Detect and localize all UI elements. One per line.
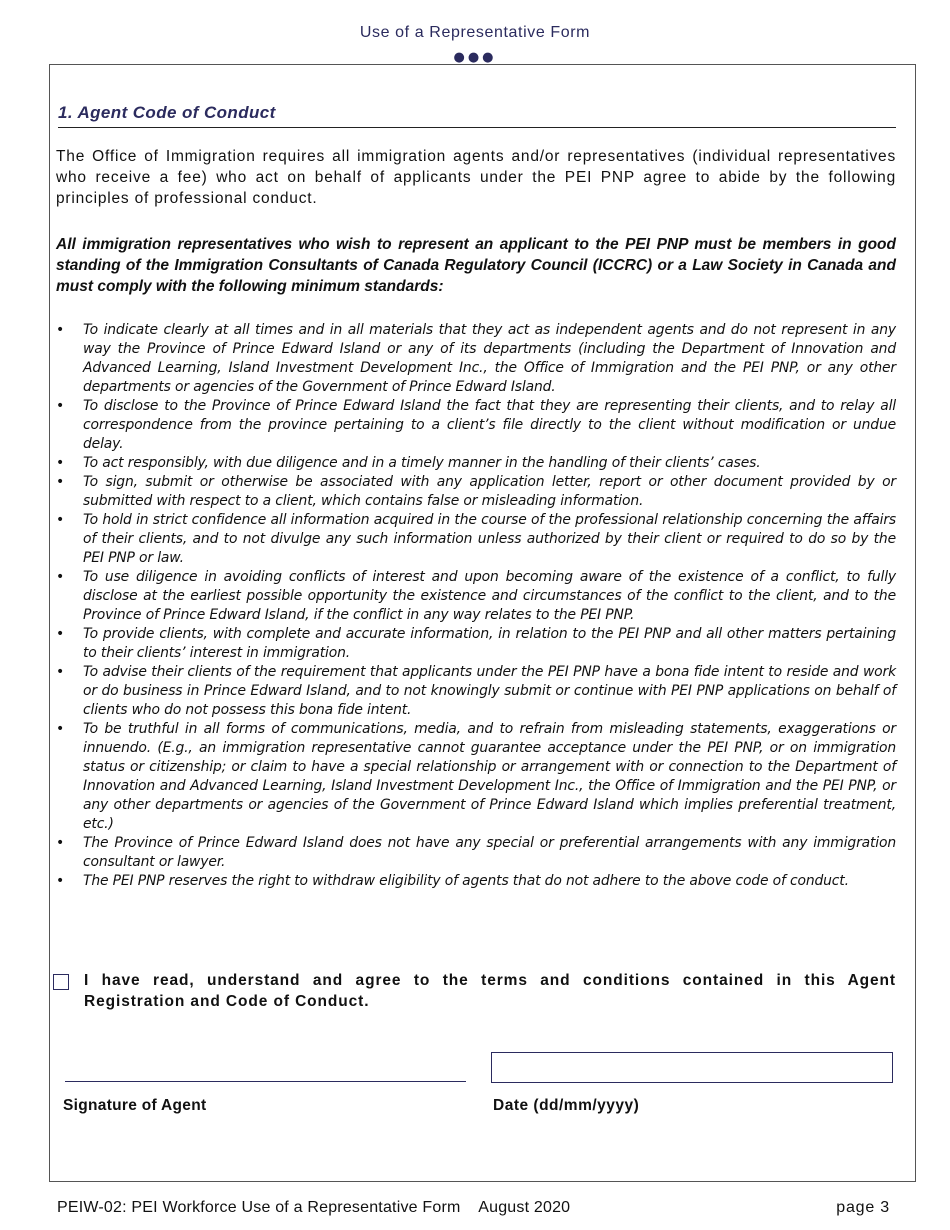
- agreement-checkbox[interactable]: [53, 974, 69, 990]
- signature-label: Signature of Agent: [63, 1097, 207, 1114]
- list-item-text: The PEI PNP reserves the right to withdraw eligibility of agents that do not adhere to the above code of conduct.: [83, 873, 849, 889]
- list-item: [56, 872, 896, 891]
- list-item: [56, 321, 896, 397]
- requirements-statement: All immigration representatives who wish to represent an applicant to the PEI PNP must be members in good standing of the Immigration Consultants of Canada Regulatory Council (ICCRC) or a Law Society in Canada and must comply with the following minimum standards:: [56, 236, 896, 295]
- bullet-icon: •: [56, 512, 65, 528]
- footer-form-name: PEIW-02: PEI Workforce Use of a Representative Form: [57, 1199, 461, 1216]
- header-dots-ornament: ●●●: [453, 50, 497, 65]
- list-item: [56, 834, 896, 872]
- bullet-icon: •: [56, 474, 65, 490]
- form-header-title: Use of a Representative Form: [359, 24, 591, 41]
- bullet-icon: •: [56, 322, 65, 338]
- bullet-icon: •: [56, 569, 65, 585]
- list-item-text: To hold in strict confidence all information acquired in the course of the professional relationship concerning the affairs of their clients, and to not divulge any such information unless authorized by their client or required to do so by the PEI PNP or law.: [83, 512, 896, 566]
- list-item: [56, 568, 896, 625]
- footer-date: August 2020: [478, 1199, 571, 1216]
- list-item-text: To use diligence in avoiding conflicts of interest and upon becoming aware of the existence of a conflict, to fully disclose at the earliest possible opportunity the existence and circumstances of the conflict to the client, and to the Province of Prince Edward Island, if the conflict in any way relates to the PEI PNP.: [83, 569, 896, 623]
- list-item-text: To act responsibly, with due diligence and in a timely manner in the handling of their clients’ cases.: [83, 455, 761, 471]
- section-heading: 1. Agent Code of Conduct: [58, 103, 896, 128]
- list-item-text: To provide clients, with complete and accurate information, in relation to the PEI PNP and all other matters pertaining to their clients’ interest in immigration.: [83, 626, 896, 661]
- list-item-text: To advise their clients of the requirement that applicants under the PEI PNP have a bona fide intent to reside and work or do business in Prince Edward Island, and to not knowingly submit or continue with PEI PNP applications on behalf of clients who do not possess this bona fide intent.: [83, 664, 896, 718]
- list-item: [56, 511, 896, 568]
- intro-paragraph: The Office of Immigration requires all immigration agents and/or representatives (individual representatives who receive a fee) who act on behalf of applicants under the PEI PNP agree to abide by the following principles of professional conduct.: [56, 148, 896, 207]
- bullet-icon: •: [56, 721, 65, 737]
- agreement-row: [53, 970, 896, 1012]
- list-item-text: To indicate clearly at all times and in all materials that they act as independent agents and do not represent in any way the Province of Prince Edward Island or any of its departments (including the Department of Innovation and Advanced Learning, Island Investment Development Inc., the Office of Immigration and the PEI PNP, or any other departments or agencies of the Government of Prince Edward Island.: [83, 322, 896, 395]
- signature-field[interactable]: [65, 1081, 466, 1082]
- footer-page-number: page 3: [836, 1199, 890, 1216]
- bullet-icon: •: [56, 873, 65, 889]
- date-label: Date (dd/mm/yyyy): [493, 1097, 640, 1114]
- bullet-icon: •: [56, 664, 65, 680]
- list-item: [56, 473, 896, 511]
- footer-form-info: [57, 1199, 570, 1217]
- list-item-text: To disclose to the Province of Prince Edward Island the fact that they are representing their clients, and to relay all correspondence from the province pertaining to a client’s file directly to the client without modification or undue delay.: [83, 398, 896, 452]
- list-item: [56, 663, 896, 720]
- agreement-label: I have read, understand and agree to the terms and conditions contained in this Agent Registration and Code of Conduct.: [84, 972, 896, 1010]
- list-item-text: The Province of Prince Edward Island does not have any special or preferential arrangements with any immigration consultant or lawyer.: [83, 835, 896, 870]
- list-item: [56, 454, 896, 473]
- list-item: [56, 397, 896, 454]
- list-item-text: To be truthful in all forms of communications, media, and to refrain from misleading statements, exaggerations or innuendo. (E.g., an immigration representative cannot guarantee acceptance under the PEI PNP, or on immigration status or citizenship; or claim to have a special relationship or arrangement with or connection to the Department of Innovation and Advanced Learning, Island Investment Development Inc., the Office of Immigration and the PEI PNP, or any other departments or agencies of the Government of Prince Edward Island which implies preferential treatment, etc.): [83, 721, 896, 832]
- bullet-icon: •: [56, 455, 65, 471]
- bullet-icon: •: [56, 398, 65, 414]
- bullet-icon: •: [56, 626, 65, 642]
- list-item: [56, 625, 896, 663]
- list-item-text: To sign, submit or otherwise be associated with any application letter, report or other document provided by or submitted with respect to a client, which contains false or misleading information.: [83, 474, 896, 509]
- conduct-standards-list: [56, 321, 896, 891]
- date-field[interactable]: [491, 1052, 893, 1083]
- list-item: [56, 720, 896, 834]
- bullet-icon: •: [56, 835, 65, 851]
